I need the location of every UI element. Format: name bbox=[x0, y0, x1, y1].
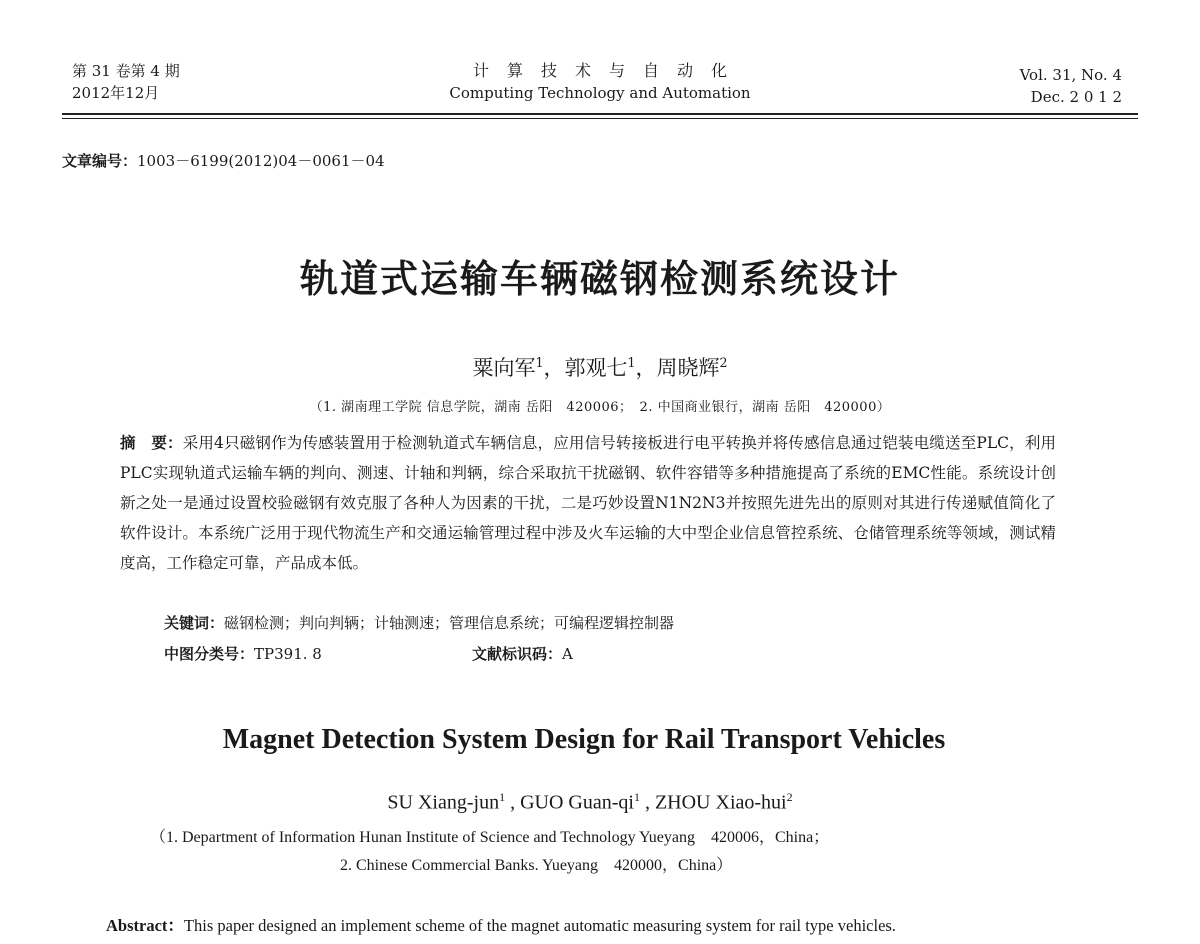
author-separator: ， bbox=[635, 356, 657, 380]
affiliation-en-line1: （1. Department of Information Hunan Institute of Science and Technology Yueyang 420006，China； bbox=[150, 829, 830, 846]
authors-cn bbox=[0, 352, 1200, 382]
article-number-value: 1003－6199(2012)04－0061－04 bbox=[137, 152, 385, 170]
journal-volume-info-en bbox=[1020, 64, 1122, 108]
document-code bbox=[472, 643, 573, 664]
abstract-en-label: Abstract： bbox=[106, 916, 184, 935]
author-name-en: ZHOU Xiao-hui bbox=[654, 791, 787, 814]
header-rule-thick bbox=[62, 113, 1138, 115]
doc-code-label: 文献标识码： bbox=[472, 645, 563, 663]
author-affiliation-mark: 2 bbox=[719, 355, 728, 370]
doc-code-value: A bbox=[562, 645, 573, 663]
author-separator: ， bbox=[543, 356, 565, 380]
author-affiliation-mark: 2 bbox=[786, 790, 793, 804]
volume-issue-cn: 第 31 卷第 4 期 bbox=[72, 62, 180, 80]
author-affiliation-mark: 1 bbox=[627, 355, 636, 370]
article-number bbox=[62, 150, 385, 171]
abstract-cn-text: 采用4只磁钢作为传感装置用于检测轨道式车辆信息，应用信号转接板进行电平转换并将传感信息通过铠装电缆送至PLC，利用PLC实现轨道式运输车辆的判向、测速、计轴和判辆，综合采取抗干扰磁钢、软件容错等多种措施提高了系统的EMC性能。系统设计创新之处一是通过设置校验磁钢有效克服了各种人为因素的干扰，二是巧妙设置N1N2N3并按照先进先出的原则对其进行传递赋值简化了软件设计。本系统广泛用于现代物流生产和交通运输管理过程中涉及火车运输的大中型企业信息管控系统、仓储管理系统等领域，测试精度高，工作稳定可靠，产品成本低。 bbox=[120, 434, 1056, 572]
author-name-en: GUO Guan-qi bbox=[520, 791, 634, 814]
abstract-en bbox=[106, 912, 896, 936]
keywords-cn-label: 关键词： bbox=[164, 614, 225, 632]
keywords-cn-text: 磁钢检测；判向判辆；计轴测速；管理信息系统；可编程逻辑控制器 bbox=[224, 614, 675, 632]
clc-label: 中图分类号： bbox=[164, 645, 255, 663]
affiliation-cn: （1. 湖南理工学院 信息学院，湖南 岳阳 420006； 2. 中国商业银行，湖南 岳阳 420000） bbox=[309, 400, 891, 415]
title-cn: 轨道式运输车辆磁钢检测系统设计 bbox=[299, 257, 900, 301]
volume-issue-en: Vol. 31, No. 4 bbox=[1019, 66, 1122, 84]
abstract-cn bbox=[120, 428, 1056, 578]
clc-value: TP391. 8 bbox=[254, 645, 322, 663]
journal-name-cn: 计算技术与自动化 bbox=[472, 61, 745, 80]
header-rule-thin bbox=[62, 118, 1138, 119]
author-affiliation-mark: 1 bbox=[499, 790, 506, 804]
author-separator: , bbox=[639, 791, 655, 814]
author-affiliation-mark: 1 bbox=[535, 355, 544, 370]
author-name: 周晓辉 bbox=[656, 356, 720, 380]
article-number-label: 文章编号： bbox=[62, 152, 138, 170]
date-cn: 2012年12月 bbox=[72, 84, 160, 102]
author-name: 郭观七 bbox=[564, 356, 628, 380]
journal-name-en: Computing Technology and Automation bbox=[449, 84, 751, 102]
classification-number bbox=[164, 643, 322, 664]
abstract-cn-label: 摘 要： bbox=[120, 434, 183, 452]
abstract-en-text: This paper designed an implement scheme of the magnet automatic measuring system for rail type vehicles. bbox=[183, 916, 896, 935]
author-name-en: SU Xiang-jun bbox=[387, 791, 500, 814]
authors-en bbox=[0, 790, 1180, 815]
author-name: 粟向军 bbox=[472, 356, 536, 380]
author-affiliation-mark: 1 bbox=[633, 790, 640, 804]
title-en: Magnet Detection System Design for Rail Transport Vehicles bbox=[222, 724, 946, 755]
author-separator: , bbox=[505, 791, 521, 814]
date-en: Dec. 2 0 1 2 bbox=[1030, 88, 1122, 106]
keywords-cn bbox=[164, 612, 674, 633]
affiliation-en-line2: 2. Chinese Commercial Banks. Yueyang 420000，China） bbox=[340, 857, 733, 874]
